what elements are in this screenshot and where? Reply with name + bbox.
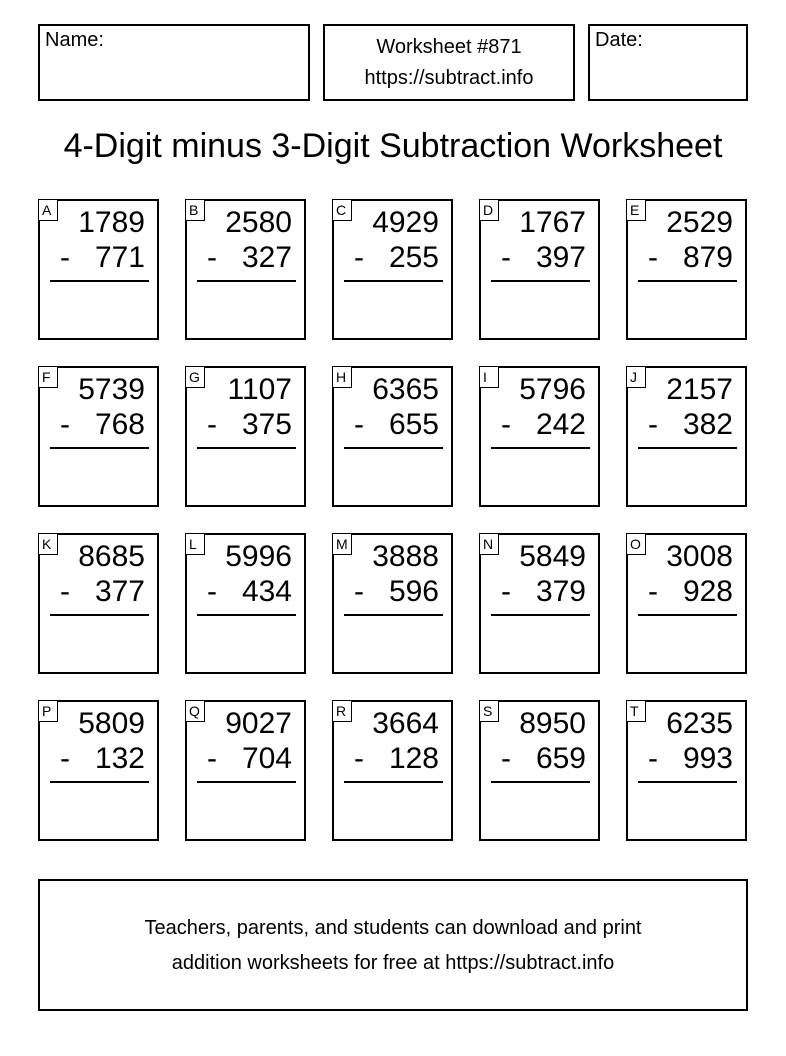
problem-label: T xyxy=(626,700,646,722)
subtrahend: 327 xyxy=(241,241,292,274)
problem-label: Q xyxy=(185,700,205,722)
answer-line xyxy=(50,614,149,616)
answer-line xyxy=(197,614,296,616)
minus-sign: - xyxy=(648,408,658,441)
worksheet-title: 4-Digit minus 3-Digit Subtraction Worksheet xyxy=(63,127,723,165)
minuend: 3664 xyxy=(372,707,439,740)
subtrahend: 768 xyxy=(94,408,145,441)
problem-card xyxy=(479,366,600,507)
subtrahend: 434 xyxy=(241,575,292,608)
subtrahend: 132 xyxy=(94,742,145,775)
minus-sign: - xyxy=(354,241,364,274)
problem-card xyxy=(38,366,159,507)
worksheet-url: https://subtract.info xyxy=(364,67,534,89)
minuend: 5849 xyxy=(519,540,586,573)
minuend: 3008 xyxy=(666,540,733,573)
answer-line xyxy=(197,280,296,282)
minus-sign: - xyxy=(60,241,70,274)
answer-line xyxy=(344,781,443,783)
minus-sign: - xyxy=(501,408,511,441)
minuend: 6365 xyxy=(372,373,439,406)
subtrahend: 379 xyxy=(535,575,586,608)
problem-label: S xyxy=(479,700,499,722)
footer-line-2: addition worksheets for free at https://subtract.info xyxy=(171,952,615,974)
problem-label: G xyxy=(185,366,205,388)
problem-label: M xyxy=(332,533,352,555)
subtrahend: 655 xyxy=(388,408,439,441)
minus-sign: - xyxy=(354,575,364,608)
problem-label: P xyxy=(38,700,58,722)
worksheet-number: Worksheet #871 xyxy=(376,36,522,58)
problem-label: K xyxy=(38,533,58,555)
minuend: 2580 xyxy=(225,206,292,239)
problem-card xyxy=(332,199,453,340)
problem-label: L xyxy=(185,533,205,555)
problem-card xyxy=(479,533,600,674)
answer-line xyxy=(491,447,590,449)
minus-sign: - xyxy=(648,241,658,274)
problem-label: C xyxy=(332,199,352,221)
minuend: 2529 xyxy=(666,206,733,239)
problem-label: F xyxy=(38,366,58,388)
subtrahend: 375 xyxy=(241,408,292,441)
minus-sign: - xyxy=(207,241,217,274)
subtrahend: 382 xyxy=(682,408,733,441)
problem-label: E xyxy=(626,199,646,221)
minus-sign: - xyxy=(501,742,511,775)
problem-label: B xyxy=(185,199,205,221)
answer-line xyxy=(491,781,590,783)
subtrahend: 377 xyxy=(94,575,145,608)
problem-card xyxy=(626,199,747,340)
subtrahend: 242 xyxy=(535,408,586,441)
minus-sign: - xyxy=(648,575,658,608)
answer-line xyxy=(638,614,737,616)
problem-label: D xyxy=(479,199,499,221)
minuend: 1767 xyxy=(519,206,586,239)
answer-line xyxy=(344,447,443,449)
subtrahend: 879 xyxy=(682,241,733,274)
problem-card xyxy=(38,199,159,340)
minuend: 5996 xyxy=(225,540,292,573)
subtrahend: 928 xyxy=(682,575,733,608)
minuend: 5796 xyxy=(519,373,586,406)
answer-line xyxy=(638,280,737,282)
problem-card xyxy=(185,700,306,841)
minus-sign: - xyxy=(354,408,364,441)
minuend: 6235 xyxy=(666,707,733,740)
minuend: 5739 xyxy=(78,373,145,406)
problem-label: O xyxy=(626,533,646,555)
answer-line xyxy=(638,447,737,449)
minuend: 9027 xyxy=(225,707,292,740)
minus-sign: - xyxy=(501,575,511,608)
problem-card xyxy=(185,199,306,340)
footer-box xyxy=(38,879,748,1011)
problem-card xyxy=(626,533,747,674)
subtrahend: 993 xyxy=(682,742,733,775)
answer-line xyxy=(50,781,149,783)
minus-sign: - xyxy=(60,742,70,775)
date-label: Date: xyxy=(595,29,643,51)
minuend: 3888 xyxy=(372,540,439,573)
problem-card xyxy=(185,533,306,674)
problem-label: H xyxy=(332,366,352,388)
answer-line xyxy=(344,280,443,282)
problem-card xyxy=(332,366,453,507)
minuend: 8685 xyxy=(78,540,145,573)
subtrahend: 704 xyxy=(241,742,292,775)
subtrahend: 128 xyxy=(388,742,439,775)
problem-card xyxy=(38,533,159,674)
minus-sign: - xyxy=(648,742,658,775)
minuend: 4929 xyxy=(372,206,439,239)
problem-card xyxy=(626,366,747,507)
minuend: 8950 xyxy=(519,707,586,740)
problem-label: A xyxy=(38,199,58,221)
problem-card xyxy=(38,700,159,841)
problem-card xyxy=(479,700,600,841)
answer-line xyxy=(491,614,590,616)
problem-label: I xyxy=(479,366,499,388)
minus-sign: - xyxy=(60,575,70,608)
name-label: Name: xyxy=(45,29,104,51)
minuend: 1789 xyxy=(78,206,145,239)
problem-card xyxy=(332,700,453,841)
minuend: 2157 xyxy=(666,373,733,406)
answer-line xyxy=(638,781,737,783)
answer-line xyxy=(197,781,296,783)
minus-sign: - xyxy=(354,742,364,775)
subtrahend: 659 xyxy=(535,742,586,775)
problem-card xyxy=(626,700,747,841)
subtrahend: 771 xyxy=(94,241,145,274)
problem-card xyxy=(479,199,600,340)
answer-line xyxy=(197,447,296,449)
subtrahend: 255 xyxy=(388,241,439,274)
problem-label: R xyxy=(332,700,352,722)
minuend: 5809 xyxy=(78,707,145,740)
answer-line xyxy=(344,614,443,616)
answer-line xyxy=(491,280,590,282)
problem-card xyxy=(185,366,306,507)
minus-sign: - xyxy=(60,408,70,441)
minus-sign: - xyxy=(207,742,217,775)
problem-card xyxy=(332,533,453,674)
minus-sign: - xyxy=(207,575,217,608)
answer-line xyxy=(50,280,149,282)
subtrahend: 397 xyxy=(535,241,586,274)
answer-line xyxy=(50,447,149,449)
minuend: 1107 xyxy=(227,373,292,406)
subtrahend: 596 xyxy=(388,575,439,608)
minus-sign: - xyxy=(207,408,217,441)
problem-label: J xyxy=(626,366,646,388)
problem-label: N xyxy=(479,533,499,555)
footer-line-1: Teachers, parents, and students can download and print xyxy=(144,917,642,939)
minus-sign: - xyxy=(501,241,511,274)
